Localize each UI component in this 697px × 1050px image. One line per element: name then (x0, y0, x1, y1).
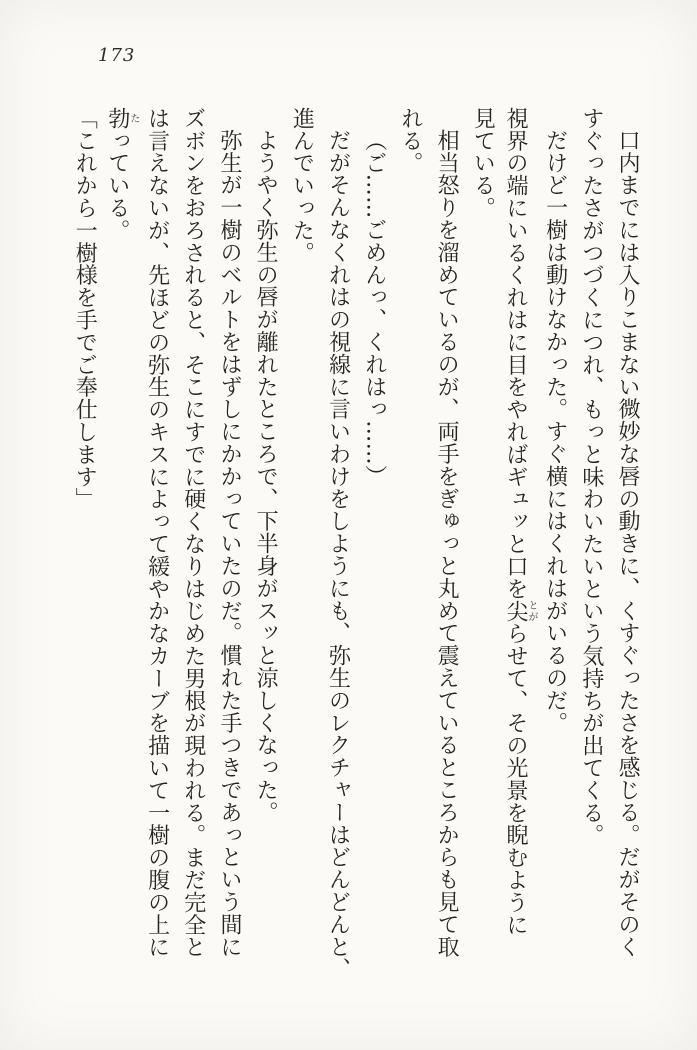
text-line: れる。 (397, 107, 423, 175)
text-block (66, 107, 645, 981)
text-line: すぐったさがつづくにつれ、もっと味わいたいという気持ちが出てくる。 (578, 107, 604, 847)
text-line: 口内までには入りこまない微妙な唇の動きに、くすぐったさを感じる。だがそのく (615, 129, 640, 959)
text-line: だけど一樹は動けなかった。すぐ横にはくれはがいるのだ。 (542, 129, 568, 735)
text-line: 相当怒りを溜めているのが、両手をぎゅっと丸めて震えているところからも見て取 (434, 129, 460, 959)
text-line: （ご……ごめんっ、くれはっ……） (361, 129, 387, 488)
ruby-annotated-kanji: 尖とが (502, 599, 537, 623)
ruby-annotated-kanji: 勃た (104, 107, 139, 130)
page-number: 173 (98, 45, 136, 66)
text-line: ズボンをおろされると、そこにすでに硬くなりはじめた男根が現われる。まだ完全と (180, 107, 206, 959)
text-line: は言えないが、先ほどの弥生のキスによって緩やかなカーブを描いて一樹の腹の上に (144, 107, 170, 959)
text-line: 勃たっている。 (104, 107, 139, 242)
text-line: 弥生が一樹のベルトをはずしにかかっていたのだ。慣れた手つきであっという間に (216, 129, 242, 959)
text-line: ようやく弥生の唇が離れたところで、下半身がスッと涼しくなった。 (253, 129, 279, 824)
text-line: 見ている。 (470, 107, 496, 219)
text-line: だがそんなくれはの視線に言いわけをしようにも、弥生のレクチャーはどんどんと、 (325, 129, 351, 981)
text-line: 視界の端にいるくれはに目をやればギュッと口を尖とがらせて、その光景を睨むように (502, 107, 537, 936)
text-line: 進んでいった。 (289, 107, 315, 264)
text-line: 「これから一樹様を手でご奉仕します」 (72, 107, 98, 511)
